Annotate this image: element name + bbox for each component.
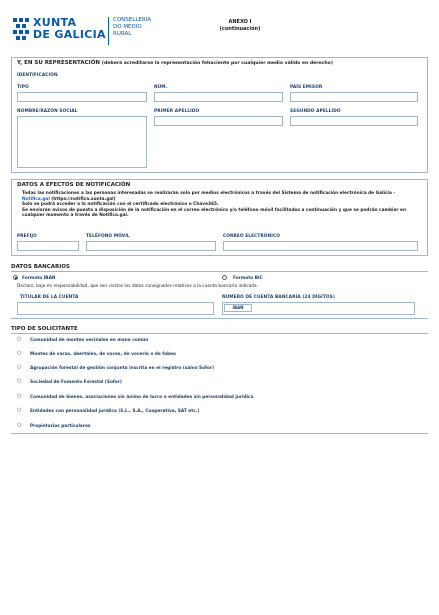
- identification-subtitle: IDENTIFICACIÓN: [17, 73, 58, 78]
- label-account-number: NÚMERO DE CUENTA BANCARIA (24 DÍGITOS): [222, 295, 335, 300]
- applicant-type-title: TIPO DE SOLICITANTE: [11, 326, 78, 332]
- bank-title: DATOS BANCARIOS: [11, 264, 70, 270]
- department-name: [113, 17, 151, 38]
- iban-format-label: Formato IBAN: [22, 276, 56, 281]
- notification-title: DATOS A EFECTOS DE NOTIFICACIÓN: [17, 182, 131, 188]
- applicant-option-6-radio[interactable]: ○: [17, 407, 22, 413]
- tipo-field[interactable]: [17, 92, 147, 102]
- representation-note: (deberá acreditarse la representación fehaciente por cualquier medio válido en derecho): [101, 61, 333, 66]
- applicant-option-2: Montes de varas, abertales, de voces, de vocerío o de fabeo: [30, 352, 177, 357]
- annex-heading: [210, 19, 270, 33]
- representation-title-text: Y, EN SU REPRESENTACIÓN: [17, 60, 100, 66]
- notifica-url: (https://notifica.xunta.gal): [51, 196, 116, 202]
- applicant-option-4: Sociedad de Fomento Forestal (Sofor): [30, 380, 122, 385]
- prefijo-field[interactable]: [17, 241, 79, 251]
- applicant-option-3: Agrupación forestal de gestión conjunta inscrita en el registro (salvo Sofor): [30, 366, 214, 371]
- label-primer-apellido: PRIMER APELLIDO: [154, 109, 200, 114]
- xunta-emblem-icon: [12, 17, 30, 41]
- label-nombre: NOMBRE/RAZÓN SOCIAL: [17, 109, 78, 114]
- telefono-movil-field[interactable]: [86, 241, 216, 251]
- correo-field[interactable]: [223, 241, 418, 251]
- notice-line-1a: Todas las notificaciones a las personas interesadas se realizarán solo por medios electrónicos a través del Sistema de notificación electrónica de Galicia -: [22, 191, 396, 196]
- label-num: NÚM.: [154, 85, 168, 90]
- annex-subtitle: (continuación): [219, 26, 261, 32]
- applicant-option-1-radio[interactable]: ○: [17, 336, 22, 342]
- iban-button[interactable]: IBAN: [224, 304, 252, 312]
- notice-line-2: Solo se podrá acceder a la notificación con el certificado electrónico o Chave365.: [22, 202, 219, 208]
- pais-emisor-field[interactable]: [290, 92, 418, 102]
- bank-bottom-rule: [11, 318, 428, 319]
- applicant-option-7-radio[interactable]: ○: [17, 422, 22, 428]
- applicant-option-7: Propietarios particulares: [30, 424, 91, 429]
- notifica-link[interactable]: Notifica.gal: [22, 196, 50, 202]
- logo-divider: [108, 17, 109, 45]
- logo-text-xunta: XUNTA: [33, 16, 77, 29]
- bic-format-radio[interactable]: [222, 275, 227, 280]
- iban-format-radio[interactable]: [13, 275, 18, 280]
- applicant-option-4-radio[interactable]: ○: [17, 378, 22, 384]
- label-titular: TITULAR DE LA CUENTA: [20, 295, 79, 300]
- label-correo: CORREO ELECTRÓNICO: [223, 234, 280, 239]
- bank-title-rule: [11, 271, 428, 272]
- titular-field[interactable]: [17, 302, 214, 315]
- applicant-option-5-radio[interactable]: ○: [17, 393, 22, 399]
- notice-line-3a: Se enviarán avisos de puesta a disposición de la notificación en el correo electrónico y/o teléfono móvil facilitados a continuación y que se podrán cambiar en: [22, 207, 407, 213]
- label-tipo: TIPO: [17, 85, 29, 90]
- segundo-apellido-field[interactable]: [290, 116, 418, 126]
- applicant-option-3-radio[interactable]: ○: [17, 364, 22, 370]
- xunta-logo: [12, 17, 182, 47]
- notification-notice: [22, 191, 424, 219]
- bank-declaration: Declaro, bajo mi responsabilidad, que son ciertos los datos consignados relativos a la cuenta bancaria indicada.: [17, 284, 259, 289]
- bic-format-label: Formato BIC: [233, 276, 263, 281]
- label-telefono-movil: TELÉFONO MÓVIL: [86, 234, 130, 239]
- label-pais-emisor: PAÍS EMISOR: [290, 85, 323, 90]
- num-field[interactable]: [154, 92, 283, 102]
- applicant-title-rule: [11, 333, 428, 334]
- applicant-option-5: Comunidad de bienes, asociaciones sin ánimo de lucro o entidades sin personalidad jurídica: [30, 395, 254, 400]
- applicant-option-2-radio[interactable]: ○: [17, 350, 22, 356]
- applicant-option-6: Entidades con personalidad jurídica (S.L., S.A., Cooperativa, SAT etc.): [30, 409, 200, 414]
- department-line-3: RURAL: [113, 31, 132, 37]
- nombre-field[interactable]: [17, 116, 147, 168]
- applicant-bottom-rule: [11, 433, 428, 434]
- department-line-2: DO MEDIO: [113, 24, 142, 30]
- logo-text-galicia: DE GALICIA: [33, 28, 106, 41]
- notice-line-3b: cualquier momento a través de Notifica.gal.: [22, 213, 129, 219]
- representation-title: [17, 60, 333, 66]
- department-line-1: CONSELLERÍA: [113, 17, 152, 23]
- annex-title: ANEXO I: [228, 19, 252, 25]
- label-segundo-apellido: SEGUNDO APELLIDO: [290, 109, 341, 114]
- primer-apellido-field[interactable]: [154, 116, 283, 126]
- applicant-option-1: Comunidad de montes vecinales en mano común: [30, 338, 149, 343]
- label-prefijo: PREFIJO: [17, 234, 37, 239]
